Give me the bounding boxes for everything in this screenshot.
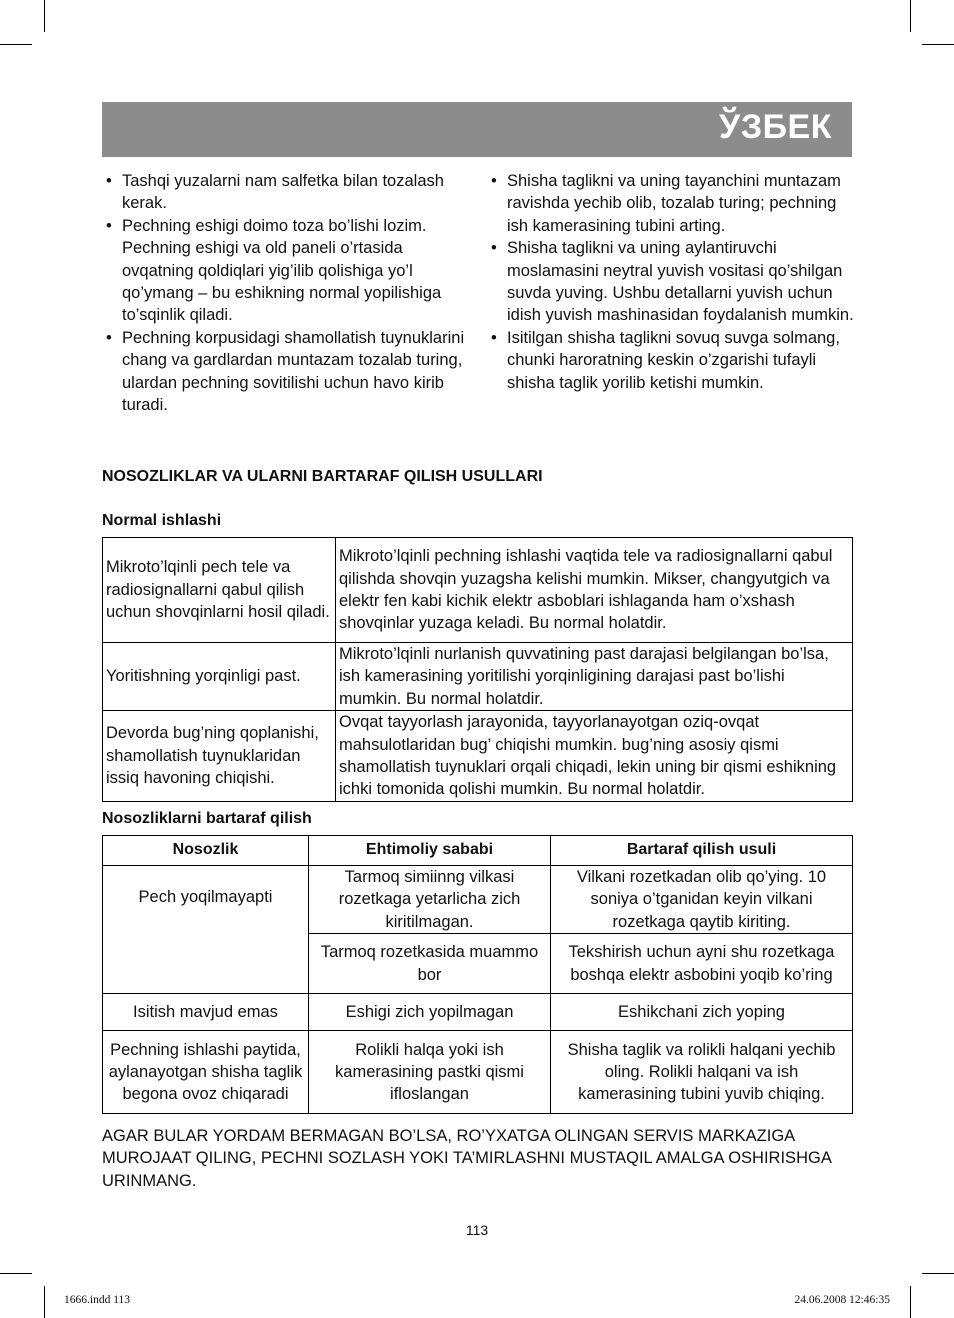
table-row — [103, 994, 853, 1031]
table-row — [103, 538, 853, 643]
column-header: Nosozlik — [103, 836, 309, 866]
slug-timestamp: 24.06.2008 12:46:35 — [794, 1294, 890, 1306]
list-item: • Tashqi yuzalarni nam salfetka bilan tozalash kerak. — [102, 170, 472, 215]
table-cell: Yoritishning yorqinligi past. — [103, 643, 336, 711]
table-cell: Eshigi zich yopilmagan — [309, 994, 551, 1031]
table-cell: Vilkani rozetkadan olib qo’ying. 10 soniya o’tganidan keyin vilkani rozetkaga qaytib kiriting. — [551, 866, 853, 934]
table-cell: Ovqat tayyorlash jarayonida, tayyorlanayotgan oziq-ovqat mahsulotlaridan bug’ chiqishi mumkin. bug’ning asosiy qismi shamollatish tuynuklari orqali chiqadi, lekin uning bir qismi eshikning ichki tomonida qolishi mumkin. Bu normal holatdir. — [336, 711, 853, 802]
column-header: Ehtimoliy sababi — [309, 836, 551, 866]
normal-operation-title: Normal ishlashi — [102, 512, 222, 529]
list-item: • Shisha taglikni va uning aylantiruvchi moslamasini neytral yuvish vositasi qo’shilgan suvda yuving. Ushbu detallarni yuvish uchun idish yuvish mashinasidan foydalanish mumkin. — [487, 237, 855, 327]
table-cell: Rolikli halqa yoki ish kamerasining pastki qismi ifloslangan — [309, 1031, 551, 1114]
crop-mark — [44, 1286, 45, 1318]
table-cell: Tarmoq simiinng vilkasi rozetkaga yetarlicha zich kiritilmagan. — [309, 866, 551, 934]
left-column — [102, 170, 472, 416]
table-row — [103, 643, 853, 711]
table-cell: Eshikchani zich yoping — [551, 994, 853, 1031]
page-number: 113 — [465, 1222, 489, 1238]
table-row — [103, 866, 853, 934]
table-cell: Pech yoqilmayapti — [103, 866, 309, 994]
list-item: • Pechning eshigi doimo toza bo’lishi lozim. Pechning eshigi va old paneli o’rtasida ovqatning qoldiqlari yig’ilib qolishiga yo’l qo’ymang – bu eshikning normal yopilishiga to’sqinlik qiladi. — [102, 215, 472, 327]
table-cell: Shisha taglik va rolikli halqani yechib oling. Rolikli halqani va ish kamerasining tubini yuvib chiqing. — [551, 1031, 853, 1114]
list-item: • Isitilgan shisha taglikni sovuq suvga solmang, chunki haroratning keskin o’zgarishi tufayli shisha taglik yorilib ketishi mumkin. — [487, 327, 855, 394]
right-column — [487, 170, 855, 394]
crop-mark — [922, 44, 954, 45]
table-cell: Tekshirish uchun ayni shu rozetkaga boshqa elektr asbobini yoqib ko’ring — [551, 934, 853, 994]
troubleshooting-title: Nosozliklarni bartaraf qilish — [102, 810, 312, 827]
crop-mark — [44, 0, 45, 32]
table-row — [103, 711, 853, 802]
troubleshooting-table — [102, 835, 853, 1114]
language-title: ЎЗБЕК — [719, 108, 832, 146]
table-cell: Devorda bug’ning qoplanishi, shamollatish tuynuklaridan issiq havoning chiqishi. — [103, 711, 336, 802]
normal-operation-table — [102, 537, 853, 802]
table-header-row — [103, 836, 853, 866]
table-cell: Isitish mavjud emas — [103, 994, 309, 1031]
table-row — [103, 1031, 853, 1114]
table-cell: Mikroto’lqinli pech tele va radiosignallarni qabul qilish uchun shovqinlarni hosil qiladi. — [103, 538, 336, 643]
service-warning: AGAR BULAR YORDAM BERMAGAN BO’LSA, RO’YXATGA OLINGAN SERVIS MARKAZIGA MUROJAAT QILING, PECHNI SOZLASH YOKI TA’MIRLASHNI MUSTAQIL AMALGA OSHIRISHGA URINMANG. — [102, 1127, 831, 1190]
table-cell: Tarmoq rozetkasida muammo bor — [309, 934, 551, 994]
slug-file-info: 1666.indd 113 — [64, 1294, 131, 1306]
crop-mark — [910, 0, 911, 32]
crop-mark — [0, 1273, 32, 1274]
language-header-band — [102, 102, 852, 157]
table-cell: Pechning ishlashi paytida, aylanayotgan shisha taglik begona ovoz chiqaradi — [103, 1031, 309, 1114]
crop-mark — [910, 1286, 911, 1318]
column-header: Bartaraf qilish usuli — [551, 836, 853, 866]
list-item: • Shisha taglikni va uning tayanchini muntazam ravishda yechib olib, tozalab turing; pechning ish kamerasining tubini arting. — [487, 170, 855, 237]
table-cell: Mikroto’lqinli pechning ishlashi vaqtida tele va radiosignallarni qabul qilishda shovqin yuzagsha kelishi mumkin. Mikser, changyutgich va elektr fen kabi kichik elektr asboblari ishlaganda ham o’xshash shovqinlar yuzaga keladi. Bu normal holatdir. — [336, 538, 853, 643]
crop-mark — [0, 44, 32, 45]
crop-mark — [922, 1273, 954, 1274]
section-title: NOSOZLIKLAR VA ULARNI BARTARAF QILISH USULLARI — [102, 468, 543, 485]
list-item: • Pechning korpusidagi shamollatish tuynuklarini chang va gardlardan muntazam tozalab turing, ulardan pechning sovitilishi uchun havo kirib turadi. — [102, 327, 472, 417]
table-cell: Mikroto’lqinli nurlanish quvvatining past darajasi belgilangan bo’lsa, ish kamerasining yoritilishi yorqinligining darajasi past bo’lishi mumkin. Bu normal holatdir. — [336, 643, 853, 711]
